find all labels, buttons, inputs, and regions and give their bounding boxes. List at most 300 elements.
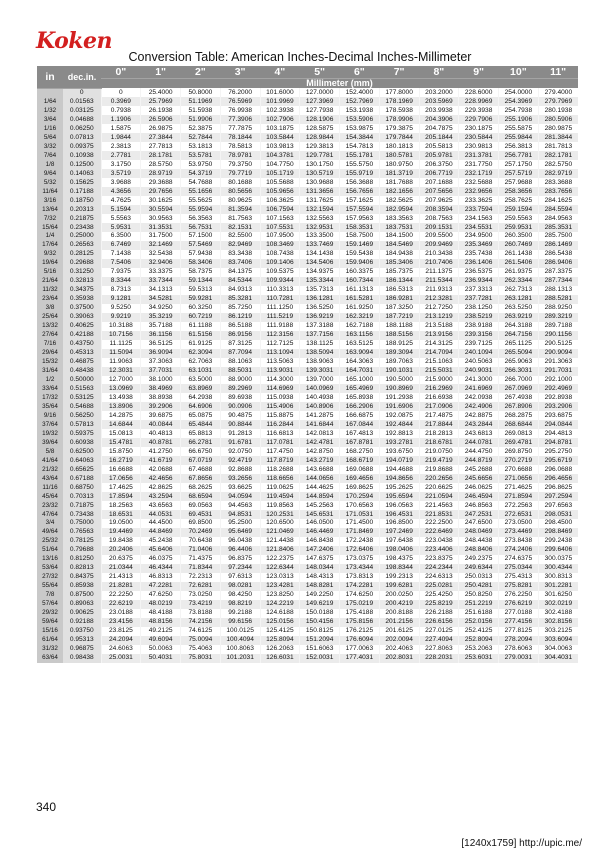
fraction-cell: 57/64 xyxy=(37,600,63,609)
millimeter-cell: 279.7969 xyxy=(538,97,578,106)
millimeter-cell: 74.2156 xyxy=(181,618,221,627)
millimeter-cell: 164.7031 xyxy=(340,367,380,376)
millimeter-cell: 22.6219 xyxy=(101,600,141,609)
millimeter-cell: 144.4625 xyxy=(300,483,340,492)
millimeter-cell: 134.9375 xyxy=(300,268,340,277)
millimeter-cell: 267.0969 xyxy=(499,384,539,393)
millimeter-cell: 286.5438 xyxy=(538,250,578,259)
fraction-cell: 11/32 xyxy=(37,286,63,295)
decimal-cell: 0.75000 xyxy=(63,519,101,528)
millimeter-cell: 27.7813 xyxy=(141,142,181,151)
fraction-cell: 5/64 xyxy=(37,133,63,142)
millimeter-cell: 248.4438 xyxy=(459,537,499,546)
millimeter-cell: 269.4781 xyxy=(499,438,539,447)
millimeter-cell: 146.4469 xyxy=(300,528,340,537)
millimeter-cell: 13.8906 xyxy=(101,402,141,411)
millimeter-cell: 111.5219 xyxy=(260,313,300,322)
millimeter-cell: 175.0219 xyxy=(340,600,380,609)
millimeter-cell: 56.3563 xyxy=(181,214,221,223)
millimeter-cell: 19.4469 xyxy=(101,528,141,537)
millimeter-cell: 121.0469 xyxy=(260,528,300,537)
millimeter-cell: 91.2813 xyxy=(220,429,260,438)
millimeter-cell: 148.4313 xyxy=(300,573,340,582)
millimeter-cell: 190.1031 xyxy=(379,367,419,376)
millimeter-cell: 92.0750 xyxy=(220,447,260,456)
table-row xyxy=(37,223,578,232)
millimeter-cell: 42.0688 xyxy=(141,465,181,474)
millimeter-cell: 122.2375 xyxy=(260,555,300,564)
millimeter-cell: 162.3219 xyxy=(340,313,380,322)
millimeter-cell: 215.1063 xyxy=(419,358,459,367)
millimeter-cell: 182.1656 xyxy=(379,187,419,196)
decimal-cell: 0.96875 xyxy=(63,645,101,654)
table-row xyxy=(37,286,578,295)
millimeter-cell: 15.8750 xyxy=(101,447,141,456)
fraction-cell: 23/64 xyxy=(37,295,63,304)
table-row xyxy=(37,465,578,474)
millimeter-cell: 261.9375 xyxy=(499,268,539,277)
table-row xyxy=(37,151,578,160)
millimeter-cell: 21.8281 xyxy=(101,582,141,591)
millimeter-cell: 217.0906 xyxy=(419,402,459,411)
millimeter-cell: 159.1469 xyxy=(340,241,380,250)
millimeter-cell: 96.4406 xyxy=(220,546,260,555)
table-row xyxy=(37,133,578,142)
fraction-cell: 11/16 xyxy=(37,483,63,492)
fraction-cell: 3/64 xyxy=(37,115,63,124)
millimeter-cell: 169.4656 xyxy=(340,474,380,483)
millimeter-cell: 149.6219 xyxy=(300,600,340,609)
millimeter-cell: 96.0438 xyxy=(220,537,260,546)
decimal-cell: 0.35938 xyxy=(63,295,101,304)
millimeter-cell: 283.3688 xyxy=(538,178,578,187)
decimal-cell: 0.79688 xyxy=(63,546,101,555)
millimeter-cell: 146.0500 xyxy=(300,519,340,528)
decimal-cell: 0.62500 xyxy=(63,447,101,456)
millimeter-cell: 134.5406 xyxy=(300,259,340,268)
millimeter-cell: 223.8375 xyxy=(419,555,459,564)
decimal-cell: 0.70313 xyxy=(63,492,101,501)
table-row xyxy=(37,501,578,510)
millimeter-cell: 261.1438 xyxy=(499,250,539,259)
millimeter-cell: 259.1594 xyxy=(499,205,539,214)
millimeter-cell: 109.5375 xyxy=(260,268,300,277)
millimeter-cell: 304.0063 xyxy=(538,645,578,654)
millimeter-cell: 83.7406 xyxy=(220,259,260,268)
millimeter-cell: 184.9438 xyxy=(379,250,419,259)
millimeter-cell: 96.8375 xyxy=(220,555,260,564)
millimeter-cell: 259.5563 xyxy=(499,214,539,223)
millimeter-cell: 271.4625 xyxy=(499,483,539,492)
millimeter-cell: 114.3000 xyxy=(260,376,300,385)
millimeter-cell: 294.4813 xyxy=(538,429,578,438)
millimeter-cell: 99.6156 xyxy=(220,618,260,627)
millimeter-cell: 54.7688 xyxy=(181,178,221,187)
millimeter-cell: 8.7313 xyxy=(101,286,141,295)
decimal-cell: 0.50000 xyxy=(63,376,101,385)
millimeter-cell: 124.6188 xyxy=(260,609,300,618)
millimeter-cell: 153.9875 xyxy=(340,124,380,133)
millimeter-cell: 126.2063 xyxy=(260,645,300,654)
millimeter-cell: 225.4250 xyxy=(419,591,459,600)
millimeter-cell: 267.4938 xyxy=(499,393,539,402)
millimeter-cell: 66.6750 xyxy=(181,447,221,456)
millimeter-cell: 201.2156 xyxy=(379,618,419,627)
millimeter-cell: 158.3531 xyxy=(340,223,380,232)
millimeter-cell: 90.0906 xyxy=(220,402,260,411)
decimal-cell: 0.54688 xyxy=(63,402,101,411)
millimeter-cell: 199.6281 xyxy=(379,582,419,591)
decimal-cell: 0.04688 xyxy=(63,115,101,124)
millimeter-cell: 80.9625 xyxy=(220,196,260,205)
millimeter-cell: 11.1125 xyxy=(101,340,141,349)
decimal-cell: 0.12500 xyxy=(63,160,101,169)
millimeter-cell: 270.2719 xyxy=(499,456,539,465)
millimeter-cell: 250.8250 xyxy=(459,591,499,600)
fraction-cell: 23/32 xyxy=(37,501,63,510)
millimeter-cell: 84.9313 xyxy=(220,286,260,295)
millimeter-cell: 286.9406 xyxy=(538,259,578,268)
millimeter-cell: 161.1313 xyxy=(340,286,380,295)
table-row xyxy=(37,124,578,133)
millimeter-cell: 230.9813 xyxy=(459,142,499,151)
millimeter-cell: 295.6719 xyxy=(538,456,578,465)
millimeter-cell: 31.7500 xyxy=(141,232,181,241)
millimeter-cell: 118.6656 xyxy=(260,474,300,483)
millimeter-cell: 210.3438 xyxy=(419,250,459,259)
millimeter-cell: 78.5813 xyxy=(220,142,260,151)
millimeter-cell: 132.5563 xyxy=(300,214,340,223)
millimeter-cell: 20.6375 xyxy=(101,555,141,564)
table-row xyxy=(37,367,578,376)
millimeter-cell: 271.0656 xyxy=(499,474,539,483)
millimeter-cell: 205.5813 xyxy=(419,142,459,151)
millimeter-cell: 107.9500 xyxy=(260,232,300,241)
millimeter-cell: 287.3375 xyxy=(538,268,578,277)
millimeter-cell: 276.2250 xyxy=(499,591,539,600)
fraction-cell: 1/64 xyxy=(37,97,63,106)
millimeter-cell: 169.8625 xyxy=(340,483,380,492)
millimeter-cell: 254.0000 xyxy=(499,88,539,97)
millimeter-cell: 211.9313 xyxy=(419,286,459,295)
millimeter-cell: 23.8125 xyxy=(101,627,141,636)
millimeter-cell: 236.1406 xyxy=(459,259,499,268)
millimeter-cell: 3.1750 xyxy=(101,160,141,169)
millimeter-cell: 36.5125 xyxy=(141,340,181,349)
millimeter-cell: 207.1688 xyxy=(419,178,459,187)
fraction-cell: 17/64 xyxy=(37,241,63,250)
millimeter-cell: 45.2438 xyxy=(141,537,181,546)
millimeter-cell: 226.6156 xyxy=(419,618,459,627)
millimeter-cell: 293.2906 xyxy=(538,402,578,411)
millimeter-cell: 218.2813 xyxy=(419,429,459,438)
millimeter-cell: 138.5094 xyxy=(300,349,340,358)
fraction-cell: 15/16 xyxy=(37,627,63,636)
millimeter-cell: 98.0281 xyxy=(220,582,260,591)
millimeter-cell: 195.6594 xyxy=(379,492,419,501)
millimeter-cell: 174.2281 xyxy=(340,582,380,591)
millimeter-cell: 243.2844 xyxy=(459,420,499,429)
table-row xyxy=(37,106,578,115)
millimeter-cell: 110.7281 xyxy=(260,295,300,304)
millimeter-cell: 76.5969 xyxy=(220,97,260,106)
fraction-cell: 7/8 xyxy=(37,591,63,600)
millimeter-cell: 113.5063 xyxy=(260,358,300,367)
millimeter-cell: 214.7094 xyxy=(419,349,459,358)
fraction-cell: 3/32 xyxy=(37,142,63,151)
millimeter-cell: 202.8031 xyxy=(379,654,419,663)
millimeter-cell: 117.0781 xyxy=(260,438,300,447)
millimeter-cell: 177.4031 xyxy=(340,654,380,663)
millimeter-cell: 227.8063 xyxy=(419,645,459,654)
millimeter-cell: 164.3063 xyxy=(340,358,380,367)
millimeter-cell: 239.3156 xyxy=(459,331,499,340)
millimeter-cell: 203.2000 xyxy=(419,88,459,97)
millimeter-cell: 266.7000 xyxy=(499,376,539,385)
millimeter-cell: 44.8469 xyxy=(141,528,181,537)
fraction-cell: 49/64 xyxy=(37,528,63,537)
millimeter-cell: 174.6250 xyxy=(340,591,380,600)
decimal-cell: 0.18750 xyxy=(63,196,101,205)
header-millimeter: Millimeter (mm) xyxy=(101,79,578,89)
millimeter-cell: 198.8344 xyxy=(379,564,419,573)
millimeter-cell: 265.5094 xyxy=(499,349,539,358)
millimeter-cell: 169.0688 xyxy=(340,465,380,474)
millimeter-cell: 275.0344 xyxy=(499,564,539,573)
millimeter-cell: 108.3469 xyxy=(260,241,300,250)
millimeter-cell: 285.7500 xyxy=(538,232,578,241)
millimeter-cell: 217.8844 xyxy=(419,420,459,429)
millimeter-cell: 180.9750 xyxy=(379,160,419,169)
millimeter-cell: 31.3531 xyxy=(141,223,181,232)
millimeter-cell: 239.7125 xyxy=(459,340,499,349)
millimeter-cell: 8.3344 xyxy=(101,277,141,286)
millimeter-cell: 263.1281 xyxy=(499,295,539,304)
fraction-cell: 9/64 xyxy=(37,169,63,178)
millimeter-cell: 194.0719 xyxy=(379,456,419,465)
millimeter-cell: 165.1000 xyxy=(340,376,380,385)
millimeter-cell: 238.5219 xyxy=(459,313,499,322)
millimeter-cell: 275.4313 xyxy=(499,573,539,582)
millimeter-cell: 7.5406 xyxy=(101,259,141,268)
millimeter-cell: 45.6406 xyxy=(141,546,181,555)
millimeter-cell: 146.8438 xyxy=(300,537,340,546)
millimeter-cell: 216.6938 xyxy=(419,393,459,402)
millimeter-cell: 296.4656 xyxy=(538,474,578,483)
millimeter-cell: 129.7781 xyxy=(300,151,340,160)
millimeter-cell: 40.8781 xyxy=(141,438,181,447)
millimeter-cell: 256.3813 xyxy=(499,142,539,151)
fraction-cell: 1/2 xyxy=(37,376,63,385)
millimeter-cell: 75.0094 xyxy=(181,636,221,645)
millimeter-cell: 194.4688 xyxy=(379,465,419,474)
millimeter-cell: 302.4188 xyxy=(538,609,578,618)
millimeter-cell: 302.8156 xyxy=(538,618,578,627)
decimal-cell: 0.14063 xyxy=(63,169,101,178)
millimeter-cell: 286.1469 xyxy=(538,241,578,250)
millimeter-cell: 257.9688 xyxy=(499,178,539,187)
table-row xyxy=(37,232,578,241)
millimeter-cell: 300.8313 xyxy=(538,573,578,582)
millimeter-cell: 225.8219 xyxy=(419,600,459,609)
millimeter-cell: 248.8406 xyxy=(459,546,499,555)
millimeter-cell: 105.5688 xyxy=(260,178,300,187)
millimeter-cell: 234.1563 xyxy=(459,214,499,223)
millimeter-cell: 48.8156 xyxy=(141,618,181,627)
millimeter-cell: 102.3938 xyxy=(260,106,300,115)
millimeter-cell: 65.4844 xyxy=(181,420,221,429)
millimeter-cell: 64.2938 xyxy=(181,393,221,402)
millimeter-cell: 123.4281 xyxy=(260,582,300,591)
millimeter-cell: 71.4375 xyxy=(181,555,221,564)
millimeter-cell: 204.3906 xyxy=(419,115,459,124)
millimeter-cell: 234.9500 xyxy=(459,232,499,241)
fraction-cell: 29/32 xyxy=(37,609,63,618)
fraction-cell: 13/64 xyxy=(37,205,63,214)
millimeter-cell: 30.9563 xyxy=(141,214,181,223)
millimeter-cell: 47.6250 xyxy=(141,591,181,600)
millimeter-cell: 294.8781 xyxy=(538,438,578,447)
millimeter-cell: 277.8125 xyxy=(499,627,539,636)
millimeter-cell: 110.3313 xyxy=(260,286,300,295)
millimeter-cell: 145.6531 xyxy=(300,510,340,519)
millimeter-cell: 62.3094 xyxy=(181,349,221,358)
millimeter-cell: 234.5531 xyxy=(459,223,499,232)
millimeter-cell: 197.2469 xyxy=(379,528,419,537)
decimal-cell: 0.40625 xyxy=(63,322,101,331)
millimeter-cell: 244.4750 xyxy=(459,447,499,456)
millimeter-cell: 178.5938 xyxy=(379,106,419,115)
conversion-table xyxy=(37,66,578,663)
millimeter-cell: 222.2500 xyxy=(419,519,459,528)
millimeter-cell: 34.5281 xyxy=(141,295,181,304)
fraction-cell: 17/32 xyxy=(37,393,63,402)
millimeter-cell: 14.6844 xyxy=(101,420,141,429)
millimeter-cell: 242.0938 xyxy=(459,393,499,402)
table-row xyxy=(37,573,578,582)
table-row xyxy=(37,205,578,214)
millimeter-cell: 241.6969 xyxy=(459,384,499,393)
millimeter-cell: 69.8500 xyxy=(181,519,221,528)
millimeter-cell: 165.8938 xyxy=(340,393,380,402)
millimeter-cell: 291.3063 xyxy=(538,358,578,367)
fraction-cell: 15/32 xyxy=(37,358,63,367)
millimeter-cell: 268.2875 xyxy=(499,411,539,420)
millimeter-cell: 233.7594 xyxy=(459,205,499,214)
millimeter-cell: 120.2531 xyxy=(260,510,300,519)
millimeter-cell: 142.0813 xyxy=(300,429,340,438)
decimal-cell: 0.39063 xyxy=(63,313,101,322)
fraction-cell: 7/16 xyxy=(37,340,63,349)
table-row xyxy=(37,492,578,501)
millimeter-cell: 230.5844 xyxy=(459,133,499,142)
decimal-cell: 0.03125 xyxy=(63,106,101,115)
fraction-cell: 63/64 xyxy=(37,654,63,663)
decimal-cell: 0.71875 xyxy=(63,501,101,510)
table-row xyxy=(37,429,578,438)
millimeter-cell: 152.0031 xyxy=(300,654,340,663)
millimeter-cell: 17.8594 xyxy=(101,492,141,501)
millimeter-cell: 251.6188 xyxy=(459,609,499,618)
millimeter-cell: 224.2344 xyxy=(419,564,459,573)
millimeter-cell: 252.8094 xyxy=(459,636,499,645)
decimal-cell: 0.56250 xyxy=(63,411,101,420)
millimeter-cell: 220.6625 xyxy=(419,483,459,492)
millimeter-cell: 32.1469 xyxy=(141,241,181,250)
millimeter-cell: 154.3844 xyxy=(340,133,380,142)
table-row xyxy=(37,654,578,663)
millimeter-cell: 149.2250 xyxy=(300,591,340,600)
millimeter-cell: 107.5531 xyxy=(260,223,300,232)
millimeter-cell: 105.9656 xyxy=(260,187,300,196)
fraction-cell: 13/32 xyxy=(37,322,63,331)
millimeter-cell: 73.0250 xyxy=(181,591,221,600)
millimeter-cell: 55.5625 xyxy=(181,196,221,205)
millimeter-cell: 291.7031 xyxy=(538,367,578,376)
decimal-cell: 0.29688 xyxy=(63,259,101,268)
millimeter-cell: 59.1344 xyxy=(181,277,221,286)
millimeter-cell: 167.0844 xyxy=(340,420,380,429)
millimeter-cell: 199.2313 xyxy=(379,573,419,582)
millimeter-cell: 115.4906 xyxy=(260,402,300,411)
fraction-cell: 1/16 xyxy=(37,124,63,133)
decimal-cell: 0.09375 xyxy=(63,142,101,151)
millimeter-cell: 16.6688 xyxy=(101,465,141,474)
millimeter-cell: 264.3188 xyxy=(499,322,539,331)
header-inch-7: 7" xyxy=(379,66,419,79)
millimeter-cell: 200.8188 xyxy=(379,609,419,618)
millimeter-cell: 51.1969 xyxy=(181,97,221,106)
millimeter-cell: 112.7125 xyxy=(260,340,300,349)
table-row xyxy=(37,627,578,636)
millimeter-cell: 22.2250 xyxy=(101,591,141,600)
millimeter-cell: 6.3500 xyxy=(101,232,141,241)
millimeter-cell: 67.0719 xyxy=(181,456,221,465)
millimeter-cell: 52.7844 xyxy=(181,133,221,142)
decimal-cell: 0.85938 xyxy=(63,582,101,591)
millimeter-cell: 173.4344 xyxy=(340,564,380,573)
millimeter-cell: 198.0406 xyxy=(379,546,419,555)
millimeter-cell: 233.3625 xyxy=(459,196,499,205)
fraction-cell: 31/32 xyxy=(37,645,63,654)
millimeter-cell: 160.3375 xyxy=(340,268,380,277)
millimeter-cell: 210.7406 xyxy=(419,259,459,268)
table-row xyxy=(37,555,578,564)
millimeter-cell: 85.7250 xyxy=(220,304,260,313)
millimeter-cell: 198.4375 xyxy=(379,555,419,564)
millimeter-cell: 192.8813 xyxy=(379,429,419,438)
millimeter-cell: 275.8281 xyxy=(499,582,539,591)
millimeter-cell: 288.9250 xyxy=(538,304,578,313)
millimeter-cell: 213.5188 xyxy=(419,322,459,331)
millimeter-cell: 148.0344 xyxy=(300,564,340,573)
millimeter-cell: 12.7000 xyxy=(101,376,141,385)
millimeter-cell: 191.6906 xyxy=(379,402,419,411)
millimeter-cell: 54.3719 xyxy=(181,169,221,178)
table-row xyxy=(37,304,578,313)
fraction-cell: 27/64 xyxy=(37,331,63,340)
millimeter-cell: 236.5375 xyxy=(459,268,499,277)
millimeter-cell: 185.7375 xyxy=(379,268,419,277)
millimeter-cell: 57.5469 xyxy=(181,241,221,250)
table-row xyxy=(37,115,578,124)
millimeter-cell: 288.5281 xyxy=(538,295,578,304)
decimal-cell: 0.17188 xyxy=(63,187,101,196)
millimeter-cell: 94.8531 xyxy=(220,510,260,519)
decimal-cell: 0.73438 xyxy=(63,510,101,519)
table-row xyxy=(37,618,578,627)
millimeter-cell: 244.0781 xyxy=(459,438,499,447)
